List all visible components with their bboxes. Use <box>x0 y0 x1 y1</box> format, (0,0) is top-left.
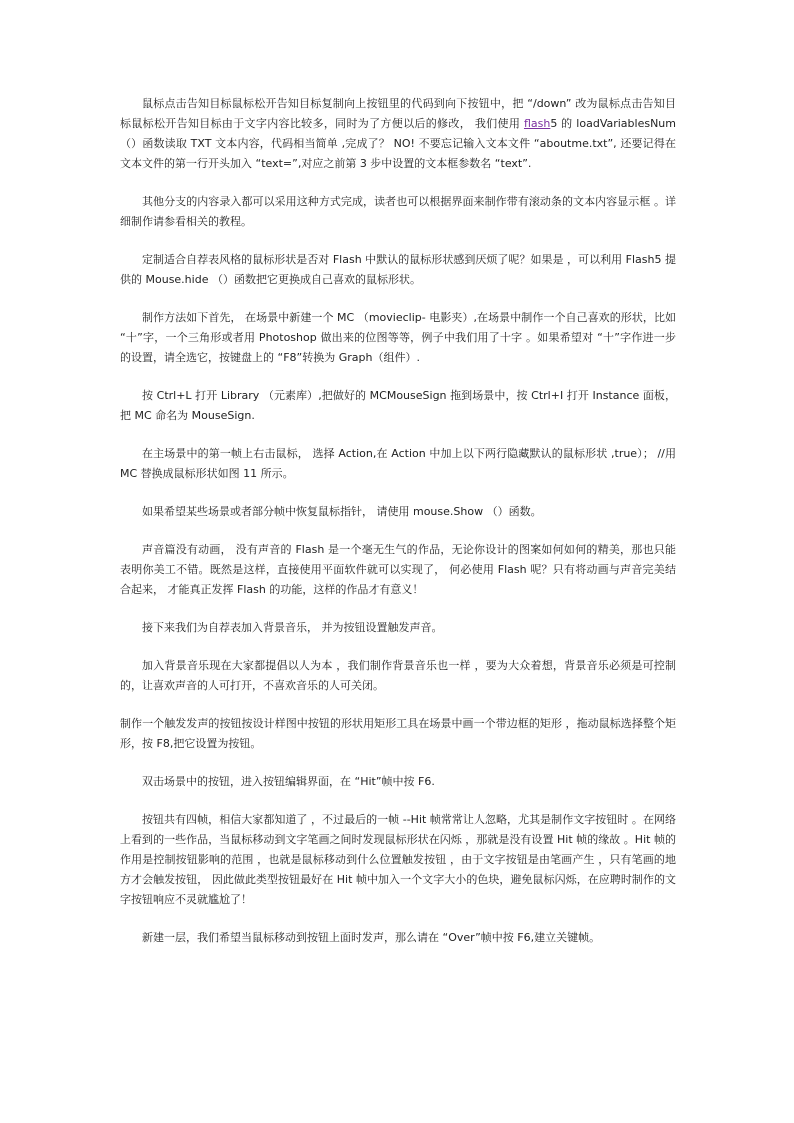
paragraph-1-text-before: 鼠标点击告知目标鼠标松开告知目标复制向上按钮里的代码到向下按钮中，把 “/down” 改为鼠标点击告知目标鼠标松开告知目标由于文字内容比较多，同时为了方便以后的修改， 我们使用 <box>120 97 676 130</box>
paragraph-1-text-after: 5 的 loadVariablesNum （）函数读取 TXT 文本内容，代码相当简单 ,完成了？ NO! 不要忘记输入文本文件 “aboutme.txt”, 还要记得在文本文件的第一行开头加入 “text=”,对应之前第 3 步中设置的文本框参数名 “text”. <box>120 117 676 170</box>
paragraph-10: 加入背景音乐现在大家都提倡以人为本 ，我们制作背景音乐也一样 ，要为大众着想，背景音乐必须是可控制的，让喜欢声音的人可打开，不喜欢音乐的人可关闭。 <box>120 659 676 692</box>
paragraph-13: 按钮共有四帧，相信大家都知道了 ，不过最后的一帧 --Hit 帧常常让人忽略，尤其是制作文字按钮时 。在网络上看到的一些作品，当鼠标移动到文字笔画之间时发现鼠标形状在闪烁 ，那就是没有设置 Hit 帧的缘故 。Hit 帧的作用是控制按钮影响的范围 ，也就是鼠标移动到什么位置触发按钮 ，由于文字按钮是由笔画产生 ，只有笔画的地方才会触发按钮， 因此做此类型按钮最好在 Hit 帧中加入一个文字大小的色块，避免鼠标闪烁，在应聘时制作的文字按钮响应不灵就尴尬了！ <box>120 813 676 906</box>
paragraph-2: 其他分支的内容录入都可以采用这种方式完成，读者也可以根据界面来制作带有滚动条的文本内容显示框 。详细制作请参看相关的教程。 <box>120 195 676 228</box>
paragraph-14: 新建一层，我们希望当鼠标移动到按钮上面时发声，那么请在 “Over”帧中按 F6,建立关键帧。 <box>142 931 601 944</box>
flash-link[interactable]: flash <box>523 117 551 130</box>
paragraph-11: 制作一个触发发声的按钮按设计样图中按钮的形状用矩形工具在场景中画一个带边框的矩形 ，拖动鼠标选择整个矩形，按 F8,把它设置为按钮。 <box>120 717 676 750</box>
paragraph-1 <box>120 94 676 174</box>
document-body <box>120 94 676 966</box>
paragraph-8: 声音篇没有动画， 没有声音的 Flash 是一个毫无生气的作品，无论你设计的图案如何如何的精美，那也只能表明你美工不错。既然是这样，直接使用平面软件就可以实现了， 何必使用 Flash 呢？只有将动画与声音完美结合起来， 才能真正发挥 Flash 的功能，这样的作品才有意义！ <box>120 543 676 596</box>
paragraph-7: 如果希望某些场景或者部分帧中恢复鼠标指针， 请使用 mouse.Show （）函数。 <box>142 505 542 518</box>
paragraph-12: 双击场景中的按钮，进入按钮编辑界面，在 “Hit”帧中按 F6. <box>142 775 435 788</box>
paragraph-9: 接下来我们为自荐表加入背景音乐， 并为按钮设置触发声音。 <box>142 621 443 634</box>
paragraph-4: 制作方法如下首先， 在场景中新建一个 MC （movieclip- 电影夹）,在场景中制作一个自己喜欢的形状，比如 “十”字，一个三角形或者用 Photoshop 做出来的位图等等，例子中我们用了十字 。如果希望对 “十”字作进一步的设置，请全选它，按键盘上的 “F8”转换为 Graph（组件）. <box>120 311 676 364</box>
paragraph-3: 定制适合自荐表风格的鼠标形状是否对 Flash 中默认的鼠标形状感到厌烦了呢？如果是 ，可以利用 Flash5 提供的 Mouse.hide （）函数把它更换成自己喜欢的鼠标形状。 <box>120 253 676 286</box>
paragraph-5: 按 Ctrl+L 打开 Library （元素库）,把做好的 MCMouseSign 拖到场景中，按 Ctrl+I 打开 Instance 面板，把 MC 命名为 MouseSign. <box>120 389 676 422</box>
paragraph-6: 在主场景中的第一帧上右击鼠标， 选择 Action,在 Action 中加上以下两行隐藏默认的鼠标形状 ,true）； //用 MC 替换成鼠标形状如图 11 所示。 <box>120 447 676 480</box>
